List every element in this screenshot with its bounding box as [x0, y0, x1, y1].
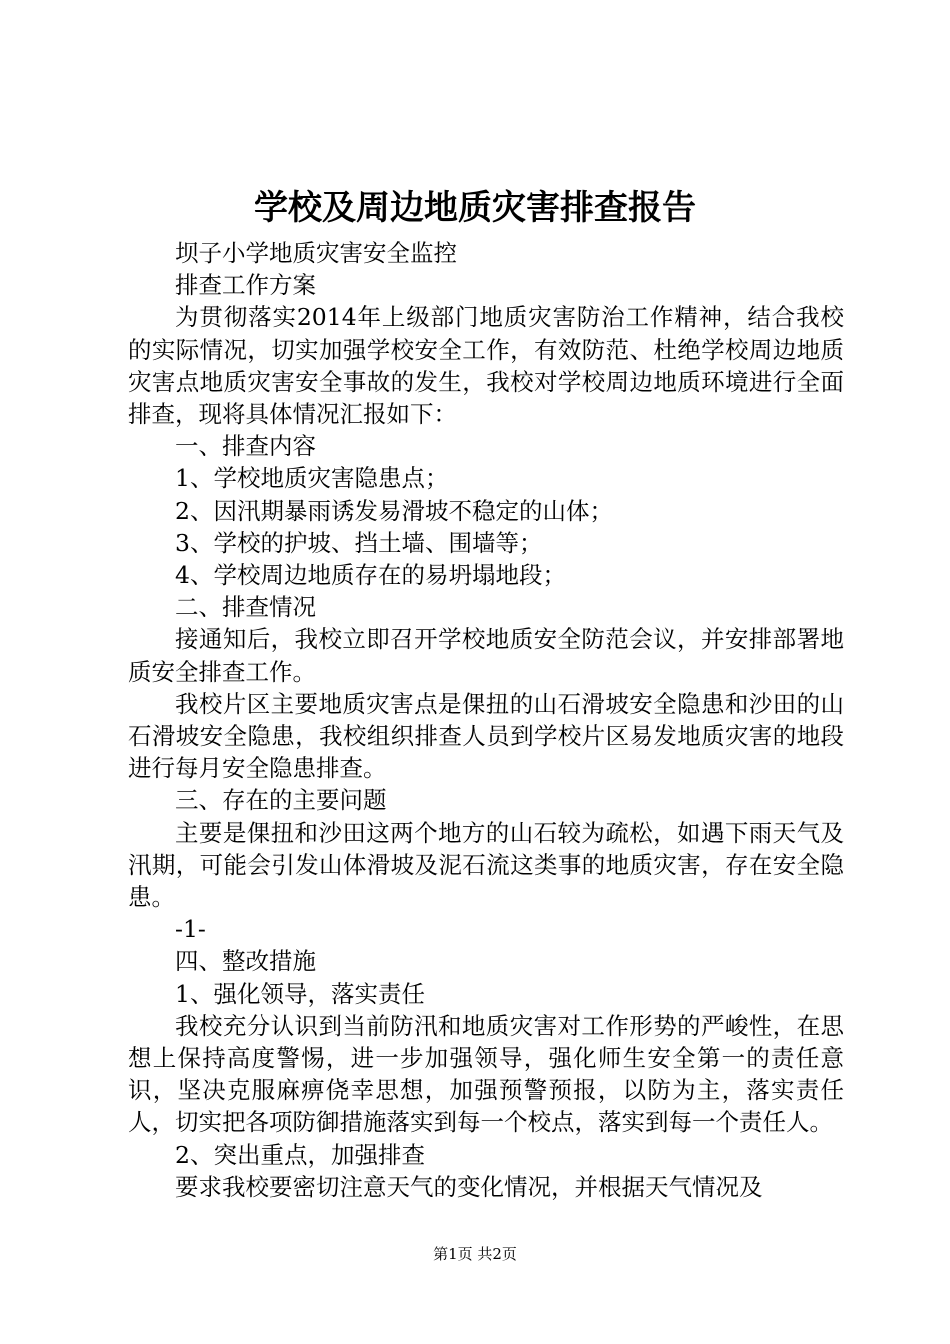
paragraph: 主要是倮扭和沙田这两个地方的山石较为疏松，如遇下雨天气及汛期，可能会引发山体滑坡及泥石流这类事的地质灾害，存在安全隐患。	[128, 818, 844, 912]
section-heading: 一、排查内容	[175, 432, 316, 461]
subsection-heading: 2、突出重点，加强排查	[175, 1140, 425, 1169]
section-heading: 四、整改措施	[175, 947, 316, 976]
page-marker: -1-	[175, 915, 206, 944]
section-heading: 三、存在的主要问题	[175, 786, 387, 815]
paragraph: 我校片区主要地质灾害点是倮扭的山石滑坡安全隐患和沙田的山石滑坡安全隐患，我校组织排查人员到学校片区易发地质灾害的地段进行每月安全隐患排查。	[128, 689, 844, 783]
subsection-heading: 1、强化领导，落实责任	[175, 979, 425, 1008]
list-item: 3、学校的护坡、挡土墙、围墙等；	[175, 528, 543, 557]
paragraph: 我校充分认识到当前防汛和地质灾害对工作形势的严峻性，在思想上保持高度警惕，进一步加强领导，强化师生安全第一的责任意识，坚决克服麻痹侥幸思想，加强预警预报，以防为主，落实责任人，切实把各项防御措施落实到每一个校点，落实到每一个责任人。	[128, 1011, 844, 1137]
paragraph: 接通知后，我校立即召开学校地质安全防范会议，并安排部署地质安全排查工作。	[128, 625, 844, 686]
paragraph: 排查工作方案	[175, 271, 316, 300]
list-item: 4、学校周边地质存在的易坍塌地段；	[175, 561, 566, 590]
page-footer: 第1页 共2页	[433, 1245, 517, 1263]
document-title: 学校及周边地质灾害排查报告	[254, 188, 696, 228]
paragraph: 为贯彻落实2014年上级部门地质灾害防治工作精神，结合我校的实际情况，切实加强学校安全工作，有效防范、杜绝学校周边地质灾害点地质灾害安全事故的发生，我校对学校周边地质环境进行全面排查，现将具体情况汇报如下：	[128, 303, 844, 429]
list-item: 2、因汛期暴雨诱发易滑坡不稳定的山体；	[175, 496, 613, 525]
list-item: 1、学校地质灾害隐患点；	[175, 464, 449, 493]
paragraph: 要求我校要密切注意天气的变化情况，并根据天气情况及	[175, 1172, 763, 1201]
paragraph: 坝子小学地质灾害安全监控	[175, 239, 457, 267]
document-body	[128, 237, 844, 1203]
section-heading: 二、排查情况	[175, 593, 316, 622]
